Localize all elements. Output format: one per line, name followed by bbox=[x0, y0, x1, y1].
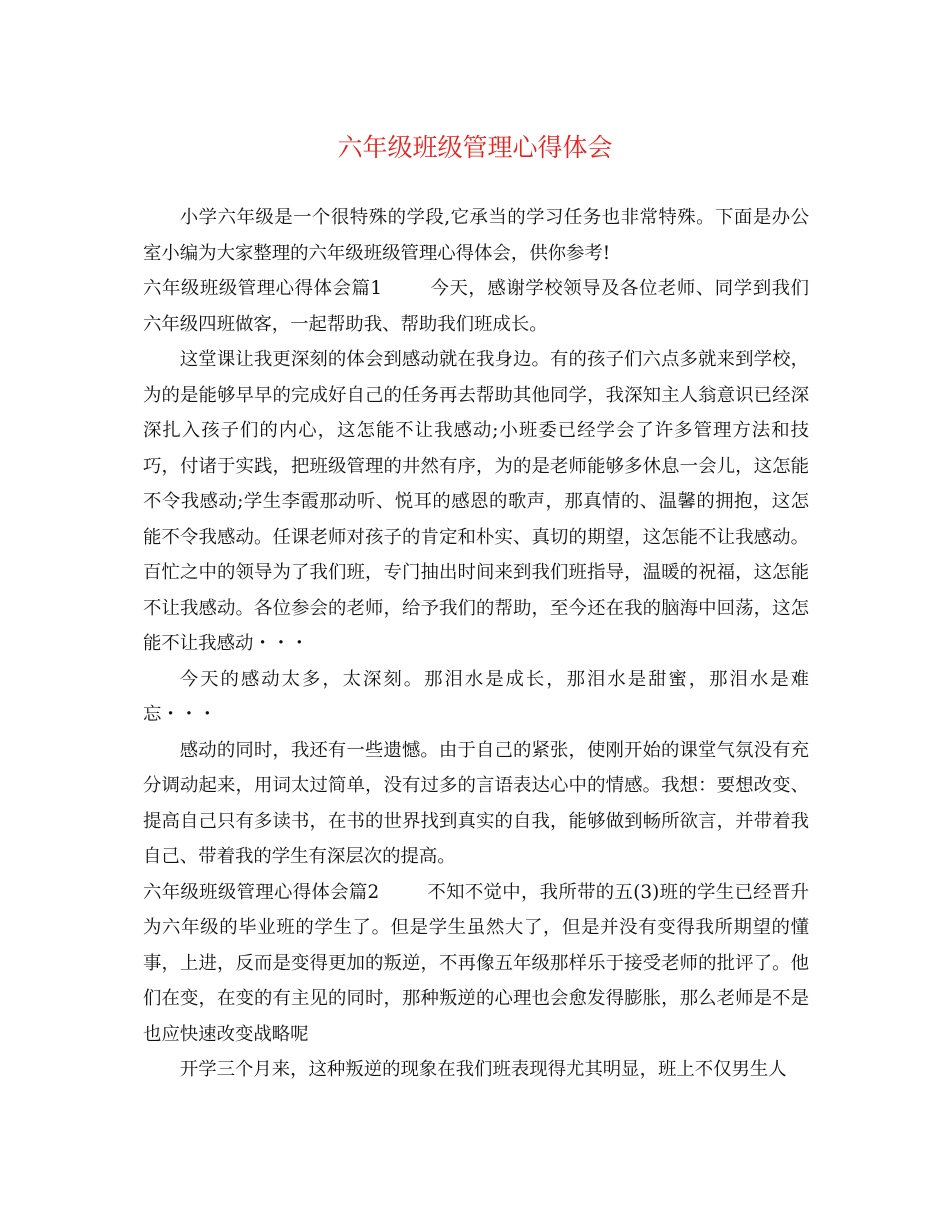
body-paragraph-2: 这堂课让我更深刻的体会到感动就在我身边。有的孩子们六点多就来到学校，为的是能够早早的完成好自己的任务再去帮助其他同学，我深知主人翁意识已经深深扎入孩子们的内心，这怎能不让我感动;小班委已经学会了许多管理方法和技巧，付诸于实践，把班级管理的井然有序，为的是老师能够多休息一会儿，这怎能不令我感动;学生李霞那动听、悦耳的感恩的歌声，那真情的、温馨的拥抱，这怎能不令我感动。任课老师对孩子的肯定和朴实、真切的期望，这怎能不让我感动。百忙之中的领导为了我们班，专门抽出时间来到我们班指导，温暖的祝福，这怎能不让我感动。各位参会的老师，给予我们的帮助，至今还在我的脑海中回荡，这怎能不让我感动・・・ bbox=[143, 349, 809, 654]
section-2-heading: 六年级班级管理心得体会篇2 bbox=[143, 881, 380, 903]
section-2-lead: 不知不觉中，我所带的五(3)班的学生已经晋升为六年级的毕业班的学生了。但是学生虽然大了，但是并没有变得我所期望的懂事，上进，反而是变得更加的叛逆，不再像五年级那样乐于接受老师的批评了。他们在变，在变的有主见的同时，那种叛逆的心理也会愈发得膨胀，那么老师是不是也应快速改变战略呢 bbox=[143, 881, 809, 1045]
section-1-heading: 六年级班级管理心得体会篇1 bbox=[143, 278, 383, 299]
section-1-lead: 今天，感谢学校领导及各位老师、同学到我们六年级四班做客，一起帮助我、帮助我们班成长。 bbox=[143, 278, 809, 335]
intro-paragraph: 小学六年级是一个很特殊的学段,它承当的学习任务也非常特殊。下面是办公室小编为大家整理的六年级班级管理心得体会，供你参考! bbox=[143, 207, 809, 264]
section-1-paragraph bbox=[143, 271, 809, 342]
document-title: 六年级班级管理心得体会 bbox=[337, 133, 613, 162]
body-paragraph-4: 感动的同时，我还有一些遗憾。由于自己的紧张，使刚开始的课堂气氛没有充分调动起来，用词太过简单，没有过多的言语表达心中的情感。我想：要想改变、提高自己只有多读书，在书的世界找到真实的自我，能够做到畅所欲言，并带着我自己、带着我的学生有深层次的提高。 bbox=[143, 739, 809, 867]
body-paragraph-6: 开学三个月来，这种叛逆的现象在我们班表现得尤其明显，班上不仅男生人 bbox=[179, 1059, 787, 1080]
document-body bbox=[143, 200, 809, 1088]
body-paragraph-3: 今天的感动太多，太深刻。那泪水是成长，那泪水是甜蜜，那泪水是难忘・・・ bbox=[143, 668, 809, 725]
section-2-paragraph bbox=[143, 875, 809, 1053]
